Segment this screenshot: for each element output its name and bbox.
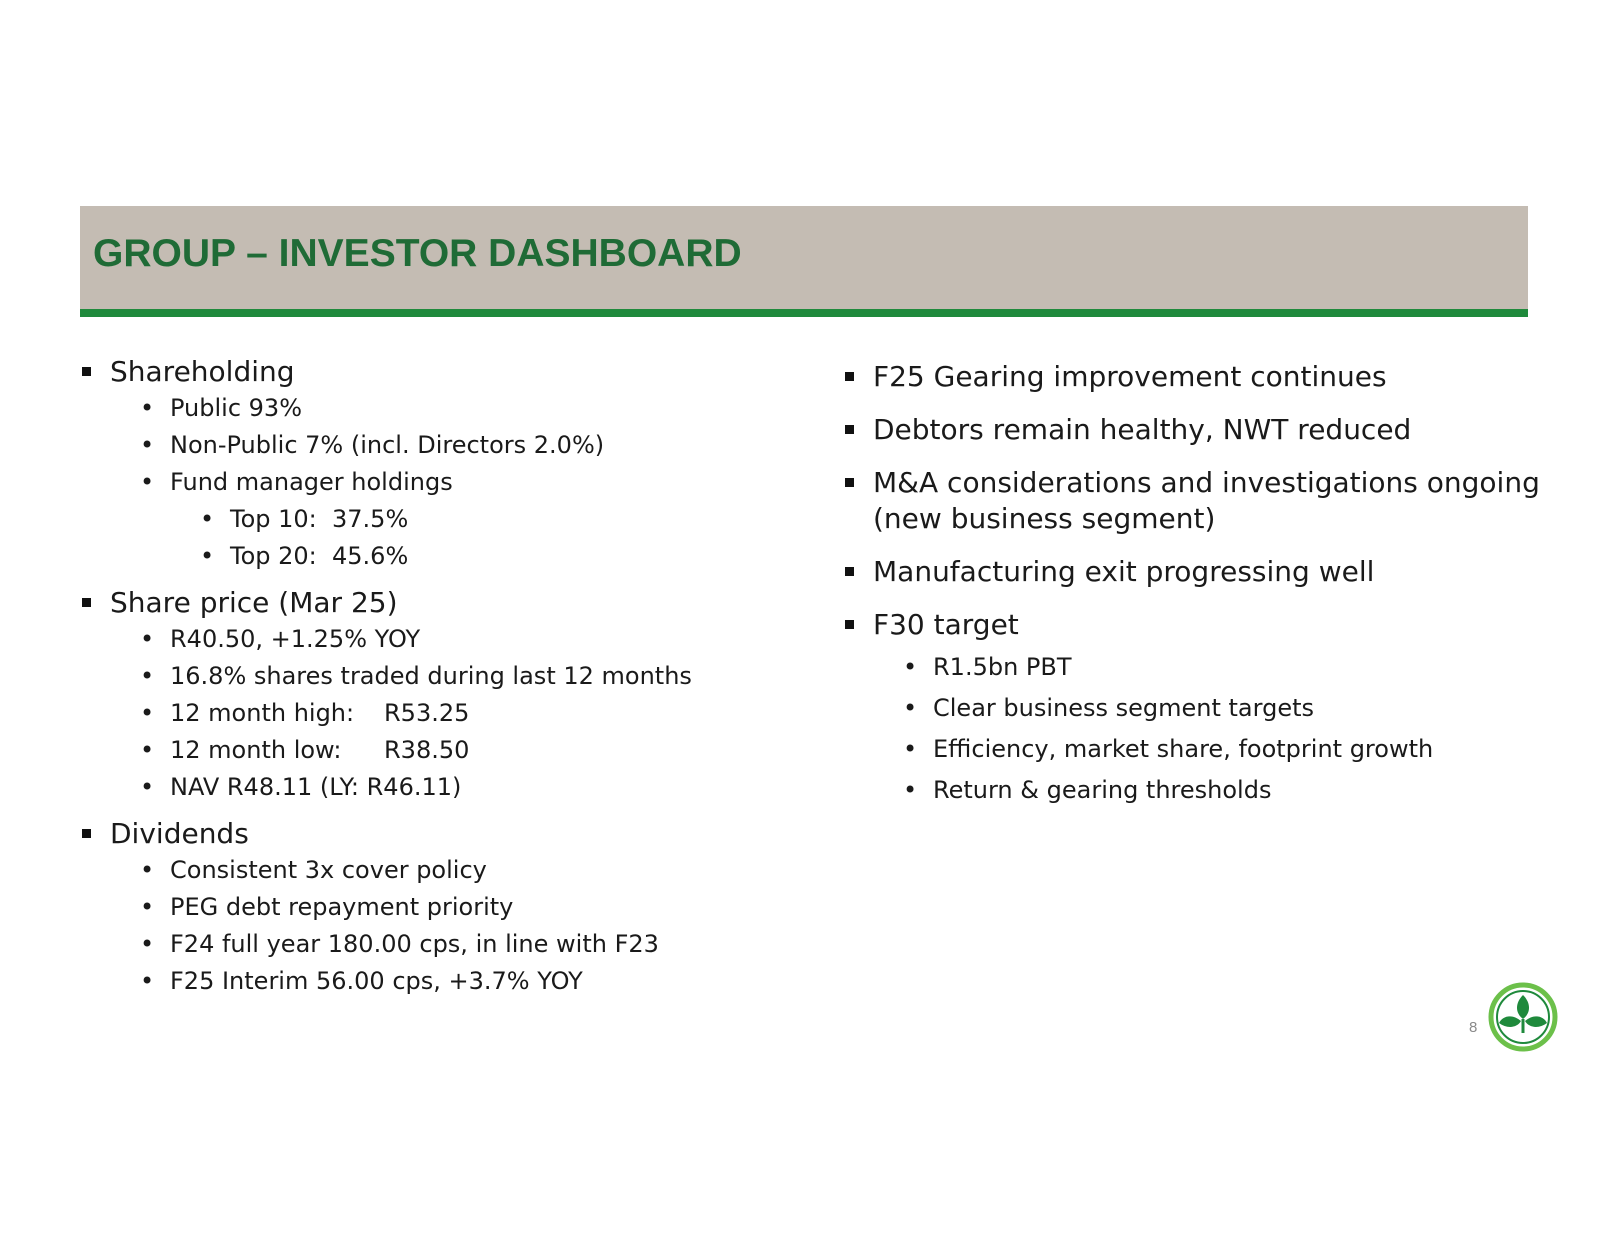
bullet-dot-icon: • — [903, 735, 918, 763]
bullet-dot-icon: • — [140, 625, 155, 653]
bullet-dot-icon: • — [140, 773, 155, 801]
list-item: • Fund manager holdings — [80, 464, 800, 501]
bullet-dot-icon: • — [140, 893, 155, 921]
bullet-dot-icon: • — [903, 776, 918, 804]
bullet-dot-icon: • — [140, 662, 155, 690]
list-item: • Efficiency, market share, footprint growth — [843, 729, 1543, 770]
bullet-dividends: Dividends — [80, 816, 800, 852]
bullet-dot-icon: • — [140, 967, 155, 995]
bullet-dot-icon: • — [903, 694, 918, 722]
list-item: • 12 month low: R38.50 — [80, 732, 800, 769]
square-bullet-icon — [82, 598, 91, 607]
list-item: • Clear business segment targets — [843, 688, 1543, 729]
bullet-dot-icon: • — [140, 468, 155, 496]
bullet-shareholding: Shareholding — [80, 354, 800, 390]
list-item: • Top 20: 45.6% — [80, 538, 800, 575]
bullet-f30-target: F30 target — [843, 607, 1543, 643]
square-bullet-icon — [845, 425, 854, 434]
bullet-dot-icon: • — [140, 394, 155, 422]
page-number: 8 — [1469, 1019, 1478, 1036]
list-item: • R1.5bn PBT — [843, 647, 1543, 688]
bullet-dot-icon: • — [200, 505, 215, 533]
bullet-debtors: Debtors remain healthy, NWT reduced — [843, 412, 1543, 448]
list-item: • Top 10: 37.5% — [80, 501, 800, 538]
list-item: • F24 full year 180.00 cps, in line with F23 — [80, 926, 800, 963]
list-item: • Public 93% — [80, 390, 800, 427]
bullet-share-price: Share price (Mar 25) — [80, 585, 800, 621]
bullet-dot-icon: • — [200, 542, 215, 570]
square-bullet-icon — [845, 372, 854, 381]
list-item: • 12 month high: R53.25 — [80, 695, 800, 732]
leaf-logo-icon — [1487, 981, 1559, 1053]
square-bullet-icon — [845, 478, 854, 487]
list-item: • F25 Interim 56.00 cps, +3.7% YOY — [80, 963, 800, 1000]
bullet-dot-icon: • — [903, 653, 918, 681]
bullet-manufacturing: Manufacturing exit progressing well — [843, 554, 1543, 590]
bullet-dot-icon: • — [140, 699, 155, 727]
square-bullet-icon — [845, 620, 854, 629]
left-column — [80, 354, 800, 1000]
bullet-dot-icon: • — [140, 856, 155, 884]
list-item: • R40.50, +1.25% YOY — [80, 621, 800, 658]
bullet-dot-icon: • — [140, 736, 155, 764]
list-item: • PEG debt repayment priority — [80, 889, 800, 926]
bullet-gearing: F25 Gearing improvement continues — [843, 359, 1543, 395]
bullet-m-and-a: M&A considerations and investigations ongoing (new business segment) — [843, 465, 1553, 537]
square-bullet-icon — [82, 367, 91, 376]
list-item: • Consistent 3x cover policy — [80, 852, 800, 889]
list-item: • Non-Public 7% (incl. Directors 2.0%) — [80, 427, 800, 464]
square-bullet-icon — [845, 567, 854, 576]
right-column — [843, 359, 1543, 811]
list-item: • 16.8% shares traded during last 12 months — [80, 658, 800, 695]
title-underline — [80, 309, 1528, 317]
page-title: GROUP – INVESTOR DASHBOARD — [93, 232, 742, 275]
list-item: • Return & gearing thresholds — [843, 770, 1543, 811]
square-bullet-icon — [82, 829, 91, 838]
bullet-dot-icon: • — [140, 930, 155, 958]
bullet-dot-icon: • — [140, 431, 155, 459]
list-item: • NAV R48.11 (LY: R46.11) — [80, 769, 800, 806]
